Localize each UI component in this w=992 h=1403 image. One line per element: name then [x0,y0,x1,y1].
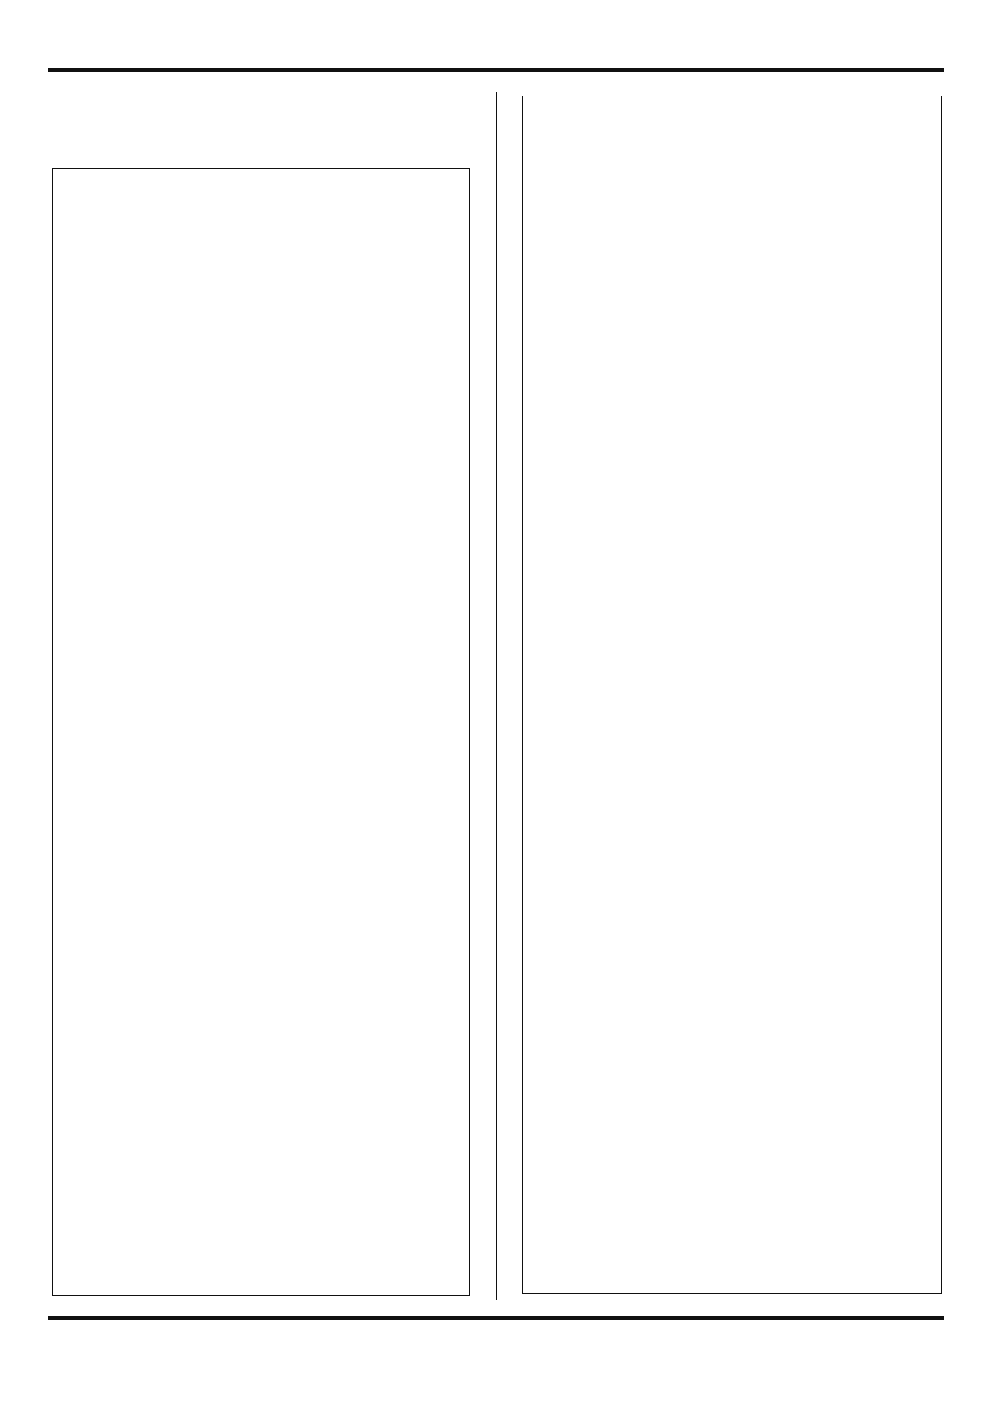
passage-continuation-box [522,96,942,1294]
column-divider [496,92,497,1300]
header-rule [48,68,944,72]
footer-rule [48,1316,944,1320]
page-header [48,40,944,64]
passage-ga-box [52,168,470,1296]
